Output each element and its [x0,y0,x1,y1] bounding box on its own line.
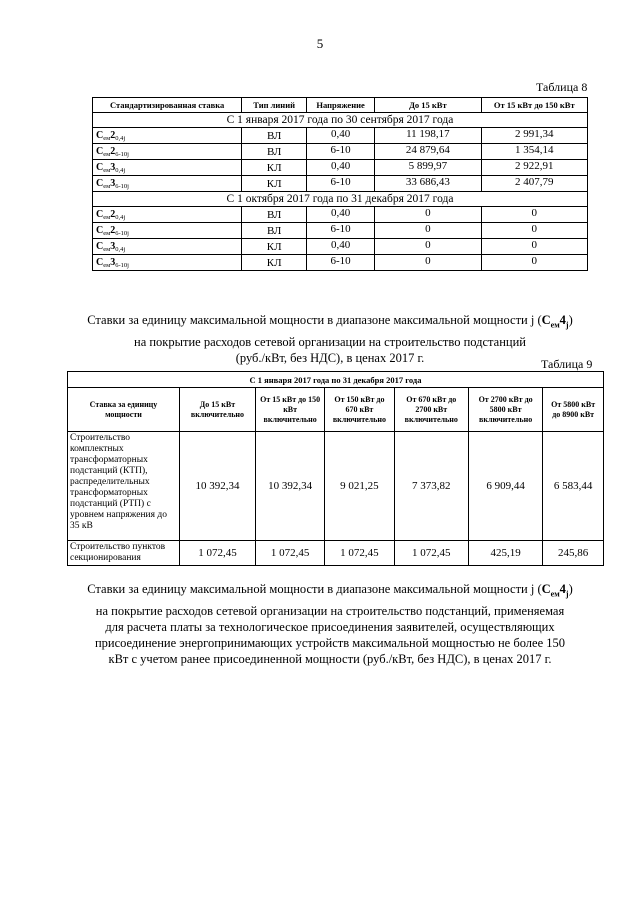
table8-header-row [93,98,588,113]
table8-rate-code: $С_{ем}3_{6-10j}$ [93,255,242,271]
table8-voltage: 6-10 [307,223,375,239]
table9-cell: 10 392,34 [255,432,324,541]
table9-row-ktp [68,432,604,541]
table8-line-type: ВЛ [242,207,307,223]
table8-row [93,176,588,192]
table9-header-2700to5800: От 2700 кВт до 5800 кВт включительно [468,388,542,432]
table9-header-upto15: До 15 кВт включительно [179,388,255,432]
table8-value-upto15: 5 899,97 [375,160,481,176]
table8-caption: Таблица 8 [536,80,588,94]
table8-row [93,223,588,239]
paragraph-1-line2: на покрытие расходов сетевой организации на строительство подстанций [134,334,526,349]
table8-rate-code: $С_{ем}2_{6-10j}$ [93,223,242,239]
table9-period: С 1 января 2017 года по 31 декабря 2017 года [68,372,604,388]
table8-line-type: ВЛ [242,128,307,144]
table8-header-15to150: От 15 кВт до 150 кВт [481,98,587,113]
table8-header-voltage: Напряжение [307,98,375,113]
table8-voltage: 0,40 [307,128,375,144]
paragraph-2-line5: кВт с учетом ранее присоединенной мощности (руб./кВт, без НДС), в ценах 2017 г. [108,651,552,666]
table9-cell: 1 072,45 [255,541,324,566]
table8-voltage: 0,40 [307,239,375,255]
table9-caption: Таблица 9 [541,357,593,371]
table8-value-15to150: 2 407,79 [481,176,587,192]
table9-cell: 10 392,34 [179,432,255,541]
table9-cell: 6 583,44 [543,432,604,541]
table8-line-type: КЛ [242,176,307,192]
table8-voltage: 6-10 [307,176,375,192]
paragraph-2-code: $С_{ем}4_j$ [541,582,569,599]
table8-row [93,144,588,160]
table9-header-5800to8900: От 5800 кВт до 8900 кВт [543,388,604,432]
table8-value-15to150: 0 [481,223,587,239]
table9-row-ktp-name: Строительство комплектных трансформаторных подстанций (КТП), распределительных трансформаторных подстанций (РТП) с уровнем напряжения до 35 кВ [68,432,180,541]
table8-value-upto15: 0 [375,255,481,271]
table8-row [93,128,588,144]
table8-section-1 [93,113,588,128]
paragraph-2 [60,581,600,667]
table9-cell: 425,19 [468,541,542,566]
table8-line-type: КЛ [242,160,307,176]
table8-value-upto15: 11 198,17 [375,128,481,144]
paragraph-2-line2: на покрытие расходов сетевой организации на строительство подстанций, применяемая [95,603,565,618]
table8-value-15to150: 0 [481,239,587,255]
table8-value-15to150: 1 354,14 [481,144,587,160]
table8-line-type: ВЛ [242,223,307,239]
table9 [67,371,604,566]
table8-value-15to150: 0 [481,255,587,271]
table9-row-sectioning-name: Строительство пунктов секционирования [68,541,180,566]
table8-section-2-label: С 1 октября 2017 года по 31 декабря 2017 года [93,192,588,207]
table8-line-type: КЛ [242,239,307,255]
table9-header-rate: Ставка за единицу мощности [68,388,180,432]
table8-row [93,207,588,223]
table8-header-rate: Стандартизированная ставка [93,98,242,113]
table8-voltage: 0,40 [307,160,375,176]
table8-voltage: 0,40 [307,207,375,223]
table8-value-upto15: 0 [375,223,481,239]
table8-row [93,160,588,176]
table8-rate-code: $С_{ем}2_{0,4j}$ [93,207,242,223]
paragraph-2-line3: для расчета платы за технологическое присоединения заявителей, осуществляющих [105,619,555,634]
table9-cell: 9 021,25 [325,432,394,541]
table8-row [93,239,588,255]
table9-cell: 7 373,82 [394,432,468,541]
paragraph-1-code: $С_{ем}4_j$ [541,313,569,330]
table9-header-row [68,388,604,432]
table9-cell: 245,86 [543,541,604,566]
table8-row [93,255,588,271]
table8-value-15to150: 2 991,34 [481,128,587,144]
table8-rate-code: $С_{ем}2_{6-10j}$ [93,144,242,160]
table9-cell: 6 909,44 [468,432,542,541]
table8-header-upto15: До 15 кВт [375,98,481,113]
table9-header-150to670: От 150 кВт до 670 кВт включительно [325,388,394,432]
table8-line-type: КЛ [242,255,307,271]
table9-cell: 1 072,45 [325,541,394,566]
table9-cell: 1 072,45 [394,541,468,566]
paragraph-1-line1: Ставки за единицу максимальной мощности в диапазоне максимальной мощности j $(С_{ем}4_j)$ [87,313,573,330]
page-number: 5 [316,36,324,51]
paragraph-2-line1: Ставки за единицу максимальной мощности в диапазоне максимальной мощности j $(С_{ем}4_j)$ [87,582,573,599]
table8-value-upto15: 33 686,43 [375,176,481,192]
table8-rate-code: $С_{ем}3_{0,4j}$ [93,160,242,176]
table8 [92,97,588,271]
table8-value-upto15: 0 [375,239,481,255]
table8-rate-code: $С_{ем}3_{0,4j}$ [93,239,242,255]
table9-period-row [68,372,604,388]
table8-section-2 [93,192,588,207]
table8-voltage: 6-10 [307,255,375,271]
table8-line-type: ВЛ [242,144,307,160]
table8-header-line-type: Тип линий [242,98,307,113]
table9-cell: 1 072,45 [179,541,255,566]
table8-value-upto15: 24 879,64 [375,144,481,160]
table8-rate-code: $С_{ем}3_{6-10j}$ [93,176,242,192]
paragraph-2-line4: присоединение энергопринимающих устройств максимальной мощностью не более 150 [94,635,566,650]
table9-header-670to2700: От 670 кВт до 2700 кВт включительно [394,388,468,432]
table8-section-1-label: С 1 января 2017 года по 30 сентября 2017 года [93,113,588,128]
table8-value-upto15: 0 [375,207,481,223]
table9-row-sectioning [68,541,604,566]
table8-value-15to150: 2 922,91 [481,160,587,176]
paragraph-1-line3: (руб./кВт, без НДС), в ценах 2017 г. [235,350,425,365]
table8-rate-code: $С_{ем}2_{0,4j}$ [93,128,242,144]
table8-voltage: 6-10 [307,144,375,160]
paragraph-1 [60,312,600,366]
table8-value-15to150: 0 [481,207,587,223]
table9-header-15to150: От 15 кВт до 150 кВт включительно [255,388,324,432]
